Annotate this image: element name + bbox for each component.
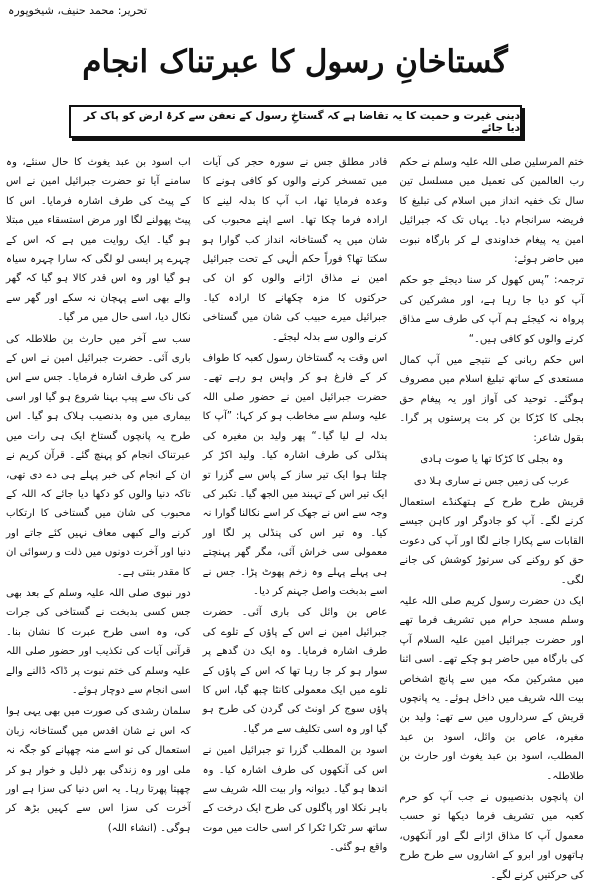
paragraph: ان پانچوں بدنصیبوں نے جب آپ کو حرم کعبہ میں تشریف فرما دیکھا تو حسب معمول آپ کا مذاق اڑانے لگے اور آنکھوں، ہاتھوں اور ابرو کے اشاروں سے طرح طرح کی حرکتیں کرنے لگے۔ — [399, 792, 584, 881]
paragraph: اب اسود بن عبد یغوث کا حال سنئے، وہ سامنے آیا تو حضرت جبرائیل امین نے اس کے پیٹ کی طرف اشارہ فرمایا۔ اس کا پیٹ پھولنے لگا اور مرض استسقاء میں مبتلا ہو گیا۔ ایک روایت میں ہے کہ اس کے چہرے پر ایسی لو لگی کہ سارا چہرہ سیاہ ہو گیا اور وہ اس قدر کالا ہو گیا کہ گھر والے بھی اسے پہچان نہ سکے اور گھر سے نکال دیا، اسی حال میں مر گیا۔ — [5, 157, 191, 324]
paragraph: سب سے آخر میں حارث بن طلاطلہ کی باری آئی۔ حضرت جبرائیل امین نے اس کے سر کی طرف اشارہ فرمایا۔ جس سے اس کی ناک سے پیپ بہنا شروع ہو گیا اور اسی بیماری میں وہ بدنصیب ہلاک ہو گیا۔ اس طرح یہ پانچوں گستاخ ایک ہی رات میں عبرتناک انجام کو پہنچ گئے۔ قرآن کریم نے ان کے انجام کی خبر پہلے ہی دے دی تھی، تاکہ دنیا والوں کو دکھا دیا جائے کہ اللہ کے محبوب کی شان میں گستاخی کا ارتکاب کرنے والے کبھی معاف نہیں کئے جاتے اور دنیا اور آخرت دونوں میں ذلت و رسوائی ان کا مقدر بنتی ہے۔ — [5, 333, 191, 578]
intro-text: دینی غیرت و حمیت کا یہ تقاضا ہے کہ گستاخِ رسول کے تعفن سے کرۂ ارض کو پاک کر دیا جائے — [83, 109, 520, 134]
paragraph: قادر مطلق جس نے سورہ حجر کی آیات میں تمسخر کرنے والوں کو کافی ہونے کا وعدہ فرمایا تھا، اب آپ کا بدلہ لینے کا ارادہ فرما چکا تھا۔ اسے اپنے محبوب کی شان میں یہ گستاخانہ انداز کب گوارا ہو سکتا تھا؟ فوراً حکم الٰہی کے تحت جبرائیل امین نے مذاق اڑانے والوں کو ان کی حرکتوں کا مزہ چکھانے کا ارادہ کیا۔ جبرائیل میرے حبیب کی شان میں گستاخی کرنے والوں سے بدلہ لیجئے۔ — [202, 157, 388, 343]
intro-callout — [69, 105, 522, 138]
paragraph: اس حکم ربانی کے نتیجے میں آپ کمال مستعدی کے ساتھ تبلیغ اسلام میں مصروف ہوگئے۔ توحید کی آواز اور یہ پیغام حق بجلی کا کڑکا بن کر بت پرستوں پر گرا۔ بقول شاعر: — [399, 355, 584, 444]
paragraph: عاص بن وائل کی باری آئی۔ حضرت جبرائیل امین نے اس کے پاؤں کے تلوے کی طرف اشارہ فرمایا۔ وہ ایک دن گدھے پر سوار ہو کر جا رہا تھا کہ اس کے پاؤں کے تلوے میں ایک معمولی کانٹا چبھ گیا، اس کا پاؤں سوج کر اونٹ کی گردن کی طرح ہو گیا اور وہ اسی تکلیف سے مر گیا۔ — [202, 607, 388, 735]
paragraph: قریش طرح طرح کے ہتھکنڈے استعمال کرنے لگے۔ آپ کو جادوگر اور کاہن جیسے القابات سے پکارا جانے لگا اور آپ کی دعوت حق کو روکنے کی سرتوڑ کوشش کی جانے لگی۔ — [399, 496, 584, 586]
paragraph: وہ بجلی کا کڑکا تھا یا صوت ہادی — [420, 454, 564, 466]
paragraph: اسود بن المطلب گزرا تو جبرائیل امین نے اس کی آنکھوں کی طرف اشارہ کیا۔ وہ اندھا ہو گیا۔ دیوانہ وار بیت اللہ شریف سے باہر نکلا اور پاگلوں کی طرح ایک درخت کے ساتھ سر ٹکرا ٹکرا کر اسی حالت میں موت واقع ہو گئی۔ — [202, 745, 388, 854]
article-column-3 — [5, 153, 191, 834]
paragraph: اس وقت یہ گستاخان رسول کعبہ کا طواف کر کے فارغ ہو کر واپس ہو رہے تھے۔ حضرت جبرائیل امین نے حضور صلی اللہ علیہ وسلم سے مخاطب ہو کر کہا: ”آپ کا بدلہ لے لیا گیا۔“ پھر ولید بن مغیرہ کی پنڈلی کی طرف اشارہ کیا۔ ولید اکڑ کر چلتا ہوا ایک تیر ساز کے پاس سے گزرا تو ایک تیر اس کے تہبند میں الجھ گیا۔ تکبر کی وجہ سے اس نے جھک کر اسے نکالنا گوارا نہ کیا۔ وہ تیر اس کی پنڈلی پر لگا اور معمولی سی خراش آئی، مگر گھر پہنچتے ہی پہلے پہلے وہ زخم پھوٹ پڑا۔ جس نے اسے بدبخت واصل جہنم کر دیا۔ — [202, 353, 388, 597]
author-byline: تحریر: محمد حنیف، شیخوپورہ — [8, 4, 147, 17]
article-columns — [5, 153, 584, 881]
paragraph: عرب کی زمیں جس نے ساری ہلا دی — [413, 475, 570, 487]
article-title: گستاخانِ رسول کا عبرتناک انجام — [82, 44, 508, 80]
article-column-1 — [399, 153, 584, 881]
article-column-2 — [202, 153, 388, 854]
paragraph: ایک دن حضرت رسول کریم صلی اللہ علیہ وسلم مسجد حرام میں تشریف فرما تھے اور حضرت جبرائیل امین علیہ السلام آپ کی بارگاہ میں حاضر ہو چکے تھے۔ اسی اثنا میں مشرکین مکہ میں سے پانچ اشخاص بیت اللہ شریف میں داخل ہوئے۔ یہ پانچوں قریش کے سرداروں میں سے تھے: ولید بن مغیرہ، عاص بن وائل، اسود بن عبد المطلب، اسود بن عبد یغوث اور حارث بن طلاطلہ۔ — [399, 595, 584, 782]
paragraph: ترجمہ: ”پس کھول کر سنا دیجئے جو حکم آپ کو دیا جا رہا ہے، اور مشرکین کی پرواہ نہ کیجئے ہم آپ کی طرف سے مذاق کرنے والوں کو کافی ہیں۔“ — [399, 275, 584, 345]
paragraph: ختم المرسلین صلی اللہ علیہ وسلم نے حکم رب العالمین کی تعمیل میں مسلسل تین سال تک خفیہ انداز میں اسلام کی تبلیغ کا فریضہ سرانجام دیا۔ یہاں تک کہ جبرائیل امین یہ پیغام خداوندی لے کر بارگاہ نبوت میں حاضر ہوئے: — [399, 157, 584, 266]
paragraph: دور نبوی صلی اللہ علیہ وسلم کے بعد بھی جس کسی بدبخت نے گستاخی کی جرات کی، وہ اسی طرح عبرت کا نشان بنا۔ قرآنی آیات کی تکذیب اور حضور صلی اللہ علیہ وسلم کی ختم نبوت پر ڈاکہ ڈالنے والے اسی انجام سے دوچار ہوئے۔ — [5, 587, 191, 696]
paragraph: سلمان رشدی کی صورت میں بھی یہی ہوا کہ اس نے شان اقدس میں گستاخانہ زبان استعمال کی تو اسے منہ چھپانے کو جگہ نہ ملی اور وہ زندگی بھر ذلیل و خوار ہو کر چھپتا پھرتا رہا۔ یہ اس دنیا کی سزا ہے اور آخرت کی سزا اس سے کہیں بڑھ کر ہوگی۔ (انشاء اللہ) — [5, 706, 191, 834]
